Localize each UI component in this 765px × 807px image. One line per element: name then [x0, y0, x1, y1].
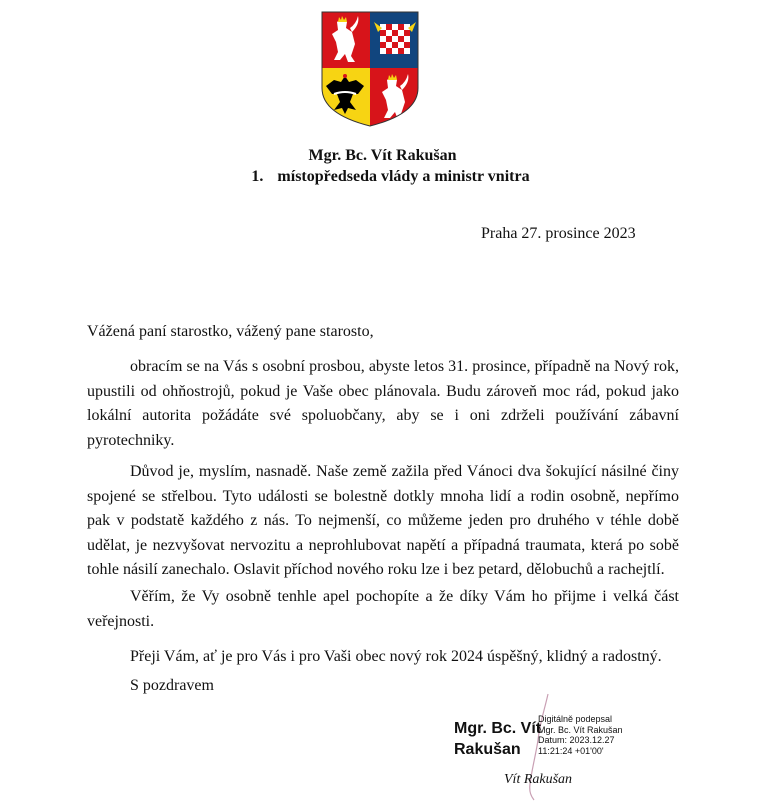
paragraph-request: obracím se na Vás s osobní prosbou, abyste letos 31. prosince, případně na Nový rok, upustili od ohňostrojů, pokud je Vaše obec plánovala. Budu zároveň moc rád, pokud jako lokální autorita požádáte své spoluobčany, aby se i oni zdrželi používání zábavní pyrotechniky.: [87, 358, 679, 449]
signature-info-line: Mgr. Bc. Vít Rakušan: [538, 724, 623, 735]
signature-name-line2: Rakušan: [454, 741, 521, 758]
signature-info-line: 11:21:24 +01'00': [538, 745, 604, 756]
signature-info-line: Digitálně podepsal: [538, 714, 613, 724]
sender-role: místopředseda vlády a ministr vnitra: [277, 168, 530, 185]
paragraph-wishes: Přeji Vám, ať je pro Vás i pro Vaši obec nový rok 2024 úspěšný, klidný a radostný.: [130, 648, 662, 665]
sender-role-number: 1.: [251, 168, 264, 185]
digital-signature-info: [538, 714, 623, 756]
paragraph-belief: Věřím, že Vy osobně tenhle apel pochopíte a že díky Vám ho přijme i velká část veřejnosti.: [87, 588, 679, 630]
signature-name: [454, 718, 541, 760]
signature-script: Vít Rakušan: [504, 772, 573, 787]
coat-of-arms-icon: [320, 10, 420, 128]
signature-name-line1: Mgr. Bc. Vít: [454, 720, 542, 737]
closing: S pozdravem: [130, 677, 214, 694]
sender-name: Mgr. Bc. Vít Rakušan: [308, 147, 457, 164]
paragraph-reason: Důvod je, myslím, nasnadě. Naše země zažila před Vánoci dva šokující násilné činy spojené se střelbou. Tyto události se bolestně dotkly mnoha lidí a rodin osobně, nepřímo pak v podstatě každého z nás. To nejmenší, co můžeme jeden pro druhého v téhle době udělat, je nezvyšovat nervozitu a neprohlubovat napětí a případná traumata, která po sobě tohle násilí zanechalo. Oslavit příchod nového roku lze i bez petard, dělobuchů a rachejtlí.: [87, 463, 679, 578]
letter-date: Praha 27. prosince 2023: [481, 225, 636, 242]
signature-info-line: Datum: 2023.12.27: [538, 735, 615, 745]
sender-role-line: [8, 168, 765, 186]
salutation: Vážená paní starostko, vážený pane starosto,: [87, 323, 374, 340]
